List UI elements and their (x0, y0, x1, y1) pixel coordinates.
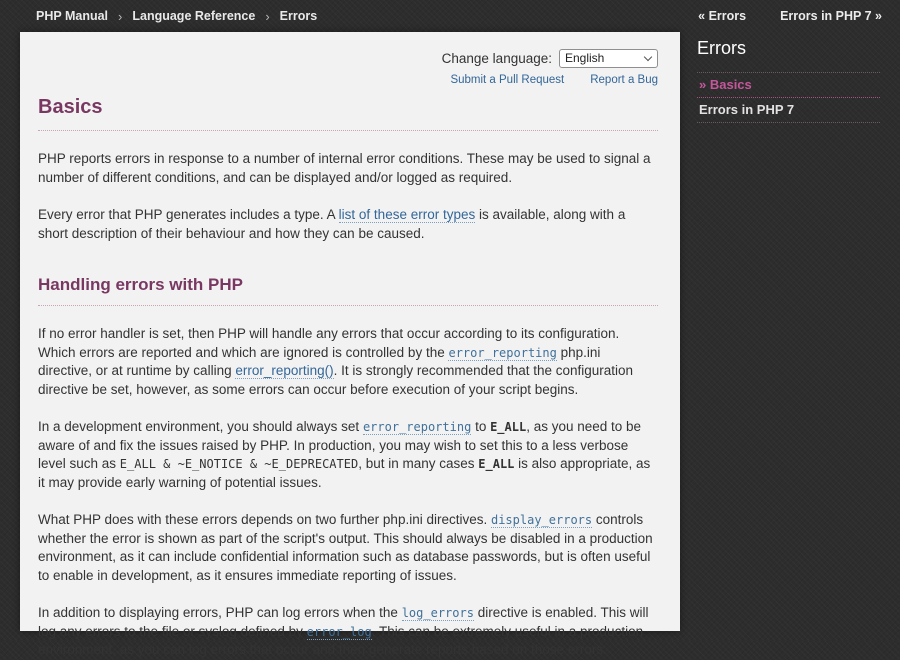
inline-code-link[interactable]: log_errors (401, 606, 474, 620)
language-select[interactable] (559, 49, 658, 68)
paragraph: Every error that PHP generates includes a type. A list of these error types is available, along with a short description of their behaviour and how they can be caused. (38, 207, 626, 241)
inline-link[interactable]: error_reporting() (235, 363, 334, 378)
sidebar (697, 38, 880, 123)
inline-code-link[interactable]: error_reporting (448, 345, 557, 360)
sidebar-item-basics[interactable]: » Basics (697, 73, 880, 98)
next-page-link[interactable]: Errors in PHP 7 » (780, 9, 882, 23)
breadcrumb (36, 9, 317, 24)
inline-constant: E_ALL (490, 420, 527, 434)
paragraph: If no error handler is set, then PHP will handle any errors that occur according to its configuration. Which errors are reported and which are ignored is controlled by the error_reporting php.ini directive, or at runtime by calling error_reporting(). It is strongly recommended that the configuration directive be set, however, as some errors can occur before execution of your script begins. (38, 326, 634, 397)
breadcrumb-link-language-reference[interactable]: Language Reference (132, 9, 256, 23)
report-bug-link[interactable]: Report a Bug (590, 74, 658, 86)
submit-pull-request-link[interactable]: Submit a Pull Request (450, 74, 565, 86)
inline-code-link[interactable]: error_log (306, 624, 372, 639)
inline-code-link[interactable]: display_errors (490, 513, 593, 527)
section-heading: Handling errors with PHP (38, 275, 658, 306)
language-select-wrap (559, 49, 658, 68)
breadcrumb-link-php-manual[interactable]: PHP Manual (36, 9, 109, 23)
breadcrumb-link-errors[interactable]: Errors (279, 9, 318, 23)
paragraph: In a development environment, you should always set error_reporting to E_ALL, as you need to be aware of and fix the issues raised by PHP. In production, you may wish to set this to a less verbose level such as E_ALL & ~E_NOTICE & ~E_DEPRECATED, but in many cases E_ALL is also appropriate, as it may provide early warning of potential issues. (38, 419, 651, 490)
inline-link[interactable]: list of these error types (338, 207, 476, 222)
breadcrumb-separator: › (265, 8, 270, 24)
doc-content (38, 96, 658, 660)
change-language-label: Change language: (441, 50, 552, 66)
sidebar-list (697, 72, 880, 123)
paragraph: PHP reports errors in response to a number of internal error conditions. These may be used to signal a number of different conditions, and can be displayed and/or logged as required. (38, 151, 651, 185)
inline-code: E_ALL & ~E_NOTICE & ~E_DEPRECATED (119, 457, 359, 471)
page-pager (698, 9, 886, 23)
contribution-links (38, 74, 658, 86)
inline-constant: E_ALL (478, 457, 515, 471)
sidebar-title: Errors (697, 38, 746, 58)
section-heading: Basics (38, 96, 658, 131)
language-switcher (38, 48, 658, 68)
prev-page-link[interactable]: « Errors (698, 9, 747, 23)
manual-content-card (20, 32, 680, 657)
paragraph: What PHP does with these errors depends on two further php.ini directives. display_errors controls whether the error is shown as part of the script's output. This should always be disabled in a production environment, as it can include confidential information such as database passwords, but is often useful to enable in development, as it ensures immediate reporting of issues. (38, 512, 653, 583)
paragraph: In addition to displaying errors, PHP can log errors when the log_errors directive is enabled. This will log any errors to the file or syslog defined by error_log. This can be extremely useful in a production environment, as you can log errors that occur and then generate reports based on those errors. (38, 605, 649, 657)
breadcrumb-separator: › (118, 8, 123, 24)
top-navigation-bar (0, 0, 900, 32)
inline-code-link[interactable]: error_reporting (362, 420, 472, 434)
sidebar-item-errors-in-php-7[interactable]: Errors in PHP 7 (697, 98, 880, 123)
